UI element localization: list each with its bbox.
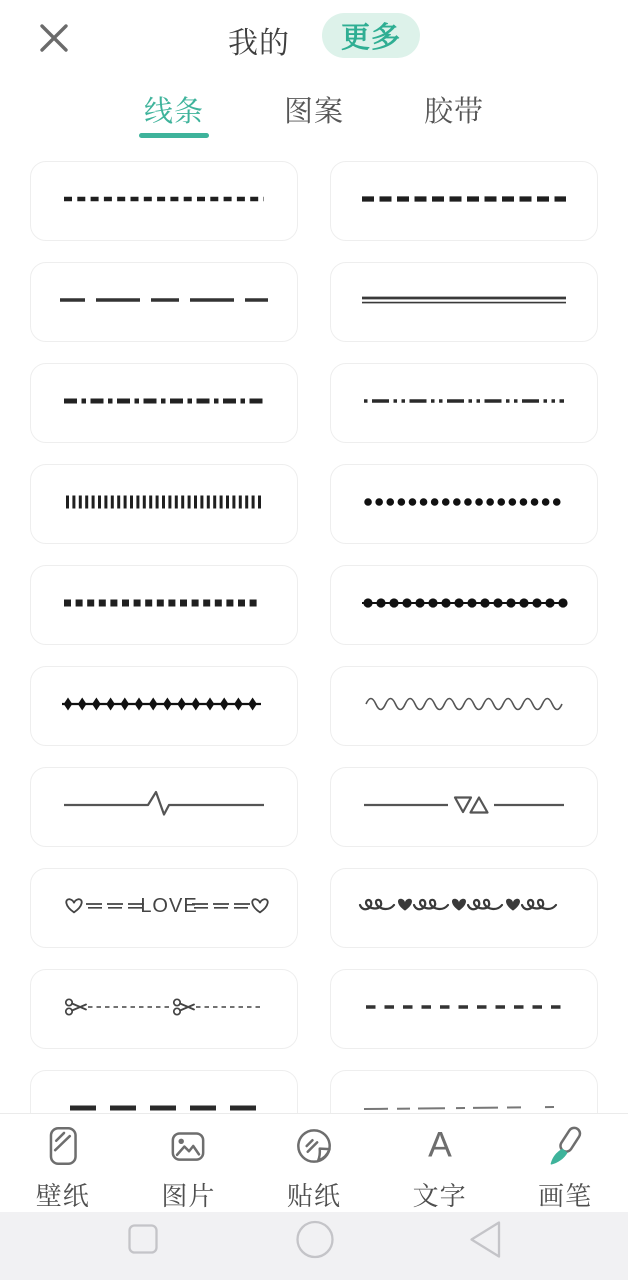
line-card-dash-dot-line[interactable] (30, 363, 298, 443)
dashed-medium-preview (358, 177, 570, 226)
line-card-dotted-round[interactable] (330, 464, 598, 544)
nav-item-wallpaper[interactable] (0, 1114, 126, 1213)
text-icon (417, 1123, 463, 1174)
android-nav-bar (0, 1212, 628, 1280)
square-dots-preview (58, 581, 270, 630)
vertical-ticks-preview (58, 480, 270, 529)
line-grid (30, 161, 598, 1150)
nav-label: 贴纸 (286, 1181, 341, 1211)
love-divider-preview (58, 884, 270, 933)
nav-label: 图片 (161, 1181, 216, 1211)
close-icon (36, 20, 72, 56)
double-solid-line-preview (358, 278, 570, 327)
nav-label: 文字 (412, 1181, 467, 1211)
beaded-line-diamonds-preview (58, 682, 270, 731)
tab-bar (0, 72, 628, 140)
nav-item-brush[interactable] (502, 1114, 628, 1213)
nav-label: 壁纸 (35, 1181, 90, 1211)
scissors-cut-line-preview (58, 985, 270, 1034)
header (0, 0, 628, 73)
dashed-small-preview (58, 177, 270, 226)
bottom-nav (0, 1113, 628, 1213)
picture-icon (165, 1123, 211, 1174)
morse-dash-dot-dot-preview (358, 379, 570, 428)
recents-square-icon[interactable] (130, 1226, 157, 1253)
beaded-line-circles-preview (358, 581, 570, 630)
tab-tape[interactable]: 胶带 (424, 96, 485, 128)
home-circle-icon[interactable] (298, 1222, 333, 1257)
tab-lines[interactable]: 线条 (144, 72, 204, 140)
tab-patterns[interactable]: 图案 (283, 96, 344, 128)
line-card-double-solid-line[interactable] (330, 262, 598, 342)
svg-text:A: A (427, 1124, 452, 1165)
sketch-dashes-preview (358, 985, 570, 1034)
line-card-love-divider[interactable] (30, 868, 298, 948)
close-button[interactable] (36, 20, 72, 56)
nav-item-text[interactable] (377, 1114, 503, 1213)
nav-label: 画笔 (538, 1181, 593, 1211)
page-title[interactable]: 我的 (228, 27, 290, 60)
more-button[interactable]: 更多 (322, 13, 420, 58)
line-card-beaded-line-diamonds[interactable] (30, 666, 298, 746)
nav-item-sticker[interactable] (251, 1114, 377, 1213)
line-card-morse-dash-dot-dot[interactable] (330, 363, 598, 443)
line-card-loops-hearts-divider[interactable] (330, 868, 598, 948)
line-card-triangle-divider[interactable] (330, 767, 598, 847)
loops-hearts-divider-preview (358, 884, 570, 933)
line-card-scissors-cut-line[interactable] (30, 969, 298, 1049)
line-card-dashed-small[interactable] (30, 161, 298, 241)
triangle-divider-preview (358, 783, 570, 832)
line-card-wavy-line[interactable] (330, 666, 598, 746)
svg-text:LOVE: LOVE (140, 894, 198, 917)
line-card-vertical-ticks[interactable] (30, 464, 298, 544)
dash-dot-line-preview (58, 379, 270, 428)
line-card-heartbeat-line[interactable] (30, 767, 298, 847)
line-card-dashed-long-irregular[interactable] (30, 262, 298, 342)
brush-icon (542, 1123, 588, 1174)
nav-item-picture[interactable] (126, 1114, 252, 1213)
line-card-dashed-medium[interactable] (330, 161, 598, 241)
heartbeat-line-preview (58, 783, 270, 832)
line-card-square-dots[interactable] (30, 565, 298, 645)
wallpaper-icon (40, 1123, 86, 1174)
dashed-long-irregular-preview (58, 278, 270, 327)
back-triangle-icon[interactable] (472, 1223, 500, 1257)
sticker-icon (291, 1123, 337, 1174)
wavy-line-preview (358, 682, 570, 731)
line-card-beaded-line-circles[interactable] (330, 565, 598, 645)
line-card-sketch-dashes[interactable] (330, 969, 598, 1049)
dotted-round-preview (358, 480, 570, 529)
